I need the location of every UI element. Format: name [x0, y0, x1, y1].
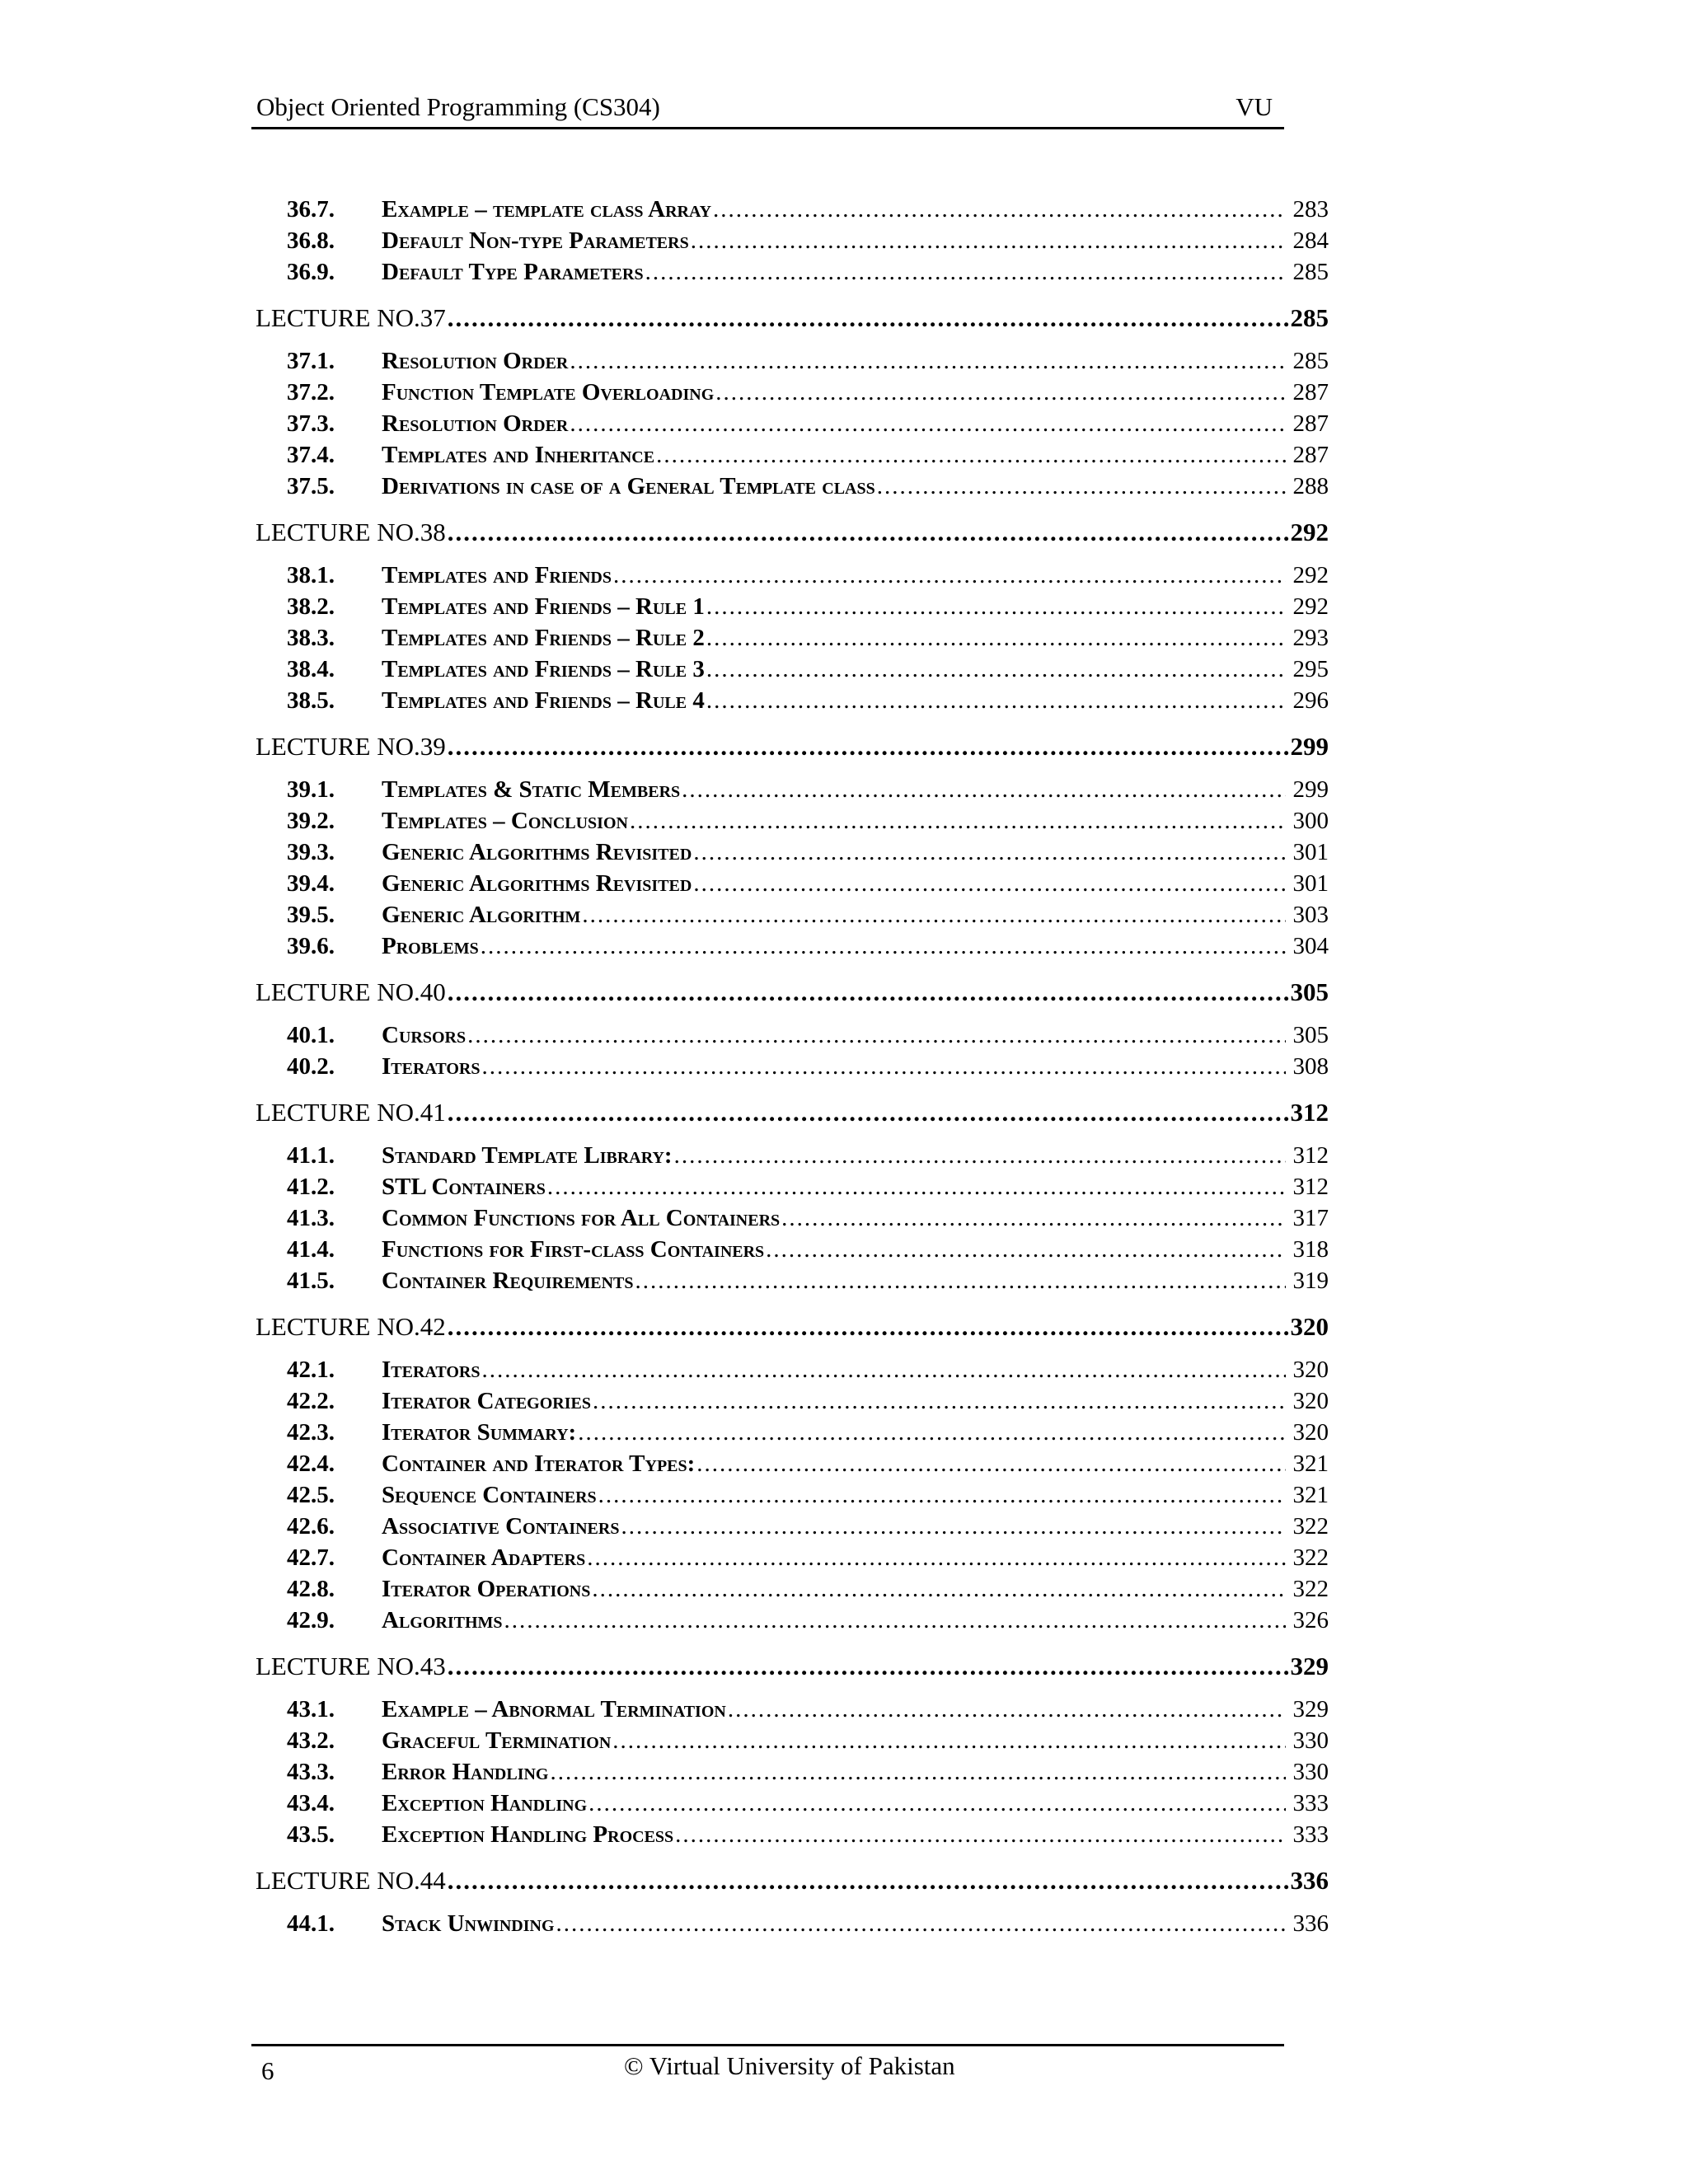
dot-leader	[621, 1513, 1286, 1540]
dot-leader	[645, 259, 1286, 286]
dot-leader	[682, 776, 1286, 804]
section-title: Generic Algorithm	[382, 902, 581, 928]
page-ref: 295	[1292, 656, 1329, 682]
dot-leader	[706, 593, 1286, 621]
dot-leader	[877, 473, 1286, 500]
course-title: Object Oriented Programming (CS304)	[256, 92, 660, 121]
page-ref: 322	[1292, 1576, 1329, 1602]
lecture-title: LECTURE NO.39	[256, 732, 446, 761]
lecture-title: LECTURE NO.44	[256, 1866, 446, 1895]
toc-section-entry[interactable]	[256, 1053, 1329, 1085]
page-number: 6	[261, 2056, 274, 2085]
dot-leader	[635, 1268, 1286, 1295]
dot-leader	[693, 839, 1286, 866]
section-title: Resolution Order	[382, 348, 569, 374]
section-title: Iterator Categories	[382, 1388, 591, 1414]
toc-section-entry[interactable]	[256, 562, 1329, 593]
page-ref: 322	[1292, 1544, 1329, 1571]
dot-leader	[693, 870, 1286, 898]
section-title: Graceful Termination	[382, 1727, 612, 1754]
page-ref: 319	[1292, 1268, 1329, 1294]
toc-section-entry[interactable]	[256, 1388, 1329, 1419]
toc-section-entry[interactable]	[256, 1727, 1329, 1759]
toc-section-entry[interactable]	[256, 1759, 1329, 1790]
section-number: 39.6.	[287, 933, 335, 959]
dot-leader	[448, 977, 1289, 1007]
header-vu: VU	[1236, 92, 1273, 121]
section-number: 37.5.	[287, 473, 335, 499]
section-number: 42.5.	[287, 1482, 335, 1508]
toc-section-entry[interactable]	[256, 1576, 1329, 1607]
section-title: Functions for First-class Containers	[382, 1236, 765, 1263]
section-title: Generic Algorithms Revisited	[382, 870, 692, 897]
section-title: Templates and Friends – Rule 3	[382, 656, 705, 682]
dot-leader	[588, 1790, 1286, 1817]
page-ref: 284	[1292, 227, 1329, 254]
dot-leader	[448, 518, 1289, 547]
section-number: 36.7.	[287, 196, 335, 223]
section-number: 42.6.	[287, 1513, 335, 1540]
dot-leader	[592, 1576, 1286, 1603]
page-ref: 299	[1292, 776, 1329, 803]
toc-section-entry[interactable]	[256, 1022, 1329, 1053]
toc-section-entry[interactable]	[256, 1205, 1329, 1236]
section-number: 42.8.	[287, 1576, 335, 1602]
dot-leader	[587, 1544, 1286, 1572]
page-ref: 285	[1292, 348, 1329, 374]
page-ref: 292	[1292, 562, 1329, 588]
page-ref: 321	[1292, 1451, 1329, 1477]
dot-leader	[675, 1821, 1286, 1849]
page-ref: 312	[1292, 1174, 1329, 1200]
section-number: 43.4.	[287, 1790, 335, 1816]
page-ref: 320	[1290, 1312, 1329, 1341]
toc-section-entry[interactable]	[256, 410, 1329, 442]
page-ref: 299	[1290, 732, 1329, 761]
dot-leader	[691, 227, 1286, 255]
toc-section-entry[interactable]	[256, 1268, 1329, 1299]
section-number: 36.9.	[287, 259, 335, 285]
page-ref: 287	[1292, 442, 1329, 468]
section-title: Standard Template Library:	[382, 1142, 673, 1169]
page-ref: 285	[1292, 259, 1329, 285]
toc-section-entry[interactable]	[256, 1696, 1329, 1727]
page-ref: 293	[1292, 625, 1329, 651]
toc-lecture-entry[interactable]	[256, 977, 1329, 1009]
section-title: Cursors	[382, 1022, 467, 1048]
dot-leader	[656, 442, 1286, 469]
section-title: Templates and Friends – Rule 2	[382, 625, 705, 651]
toc-section-entry[interactable]	[256, 348, 1329, 379]
dot-leader	[612, 1727, 1286, 1755]
toc-section-entry[interactable]	[256, 593, 1329, 625]
section-title: Templates and Inheritance	[382, 442, 655, 468]
section-title: Iterator Operations	[382, 1576, 591, 1602]
toc-section-entry[interactable]	[256, 839, 1329, 870]
dot-leader	[674, 1142, 1286, 1169]
toc-section-entry[interactable]	[256, 776, 1329, 808]
section-number: 38.2.	[287, 593, 335, 620]
section-number: 40.1.	[287, 1022, 335, 1048]
toc-lecture-entry[interactable]	[256, 1098, 1329, 1129]
lecture-title: LECTURE NO.41	[256, 1098, 446, 1127]
section-title: Container Requirements	[382, 1268, 634, 1294]
section-number: 44.1.	[287, 1910, 335, 1937]
page-ref: 317	[1292, 1205, 1329, 1231]
toc-section-entry[interactable]	[256, 1513, 1329, 1544]
section-number: 39.2.	[287, 808, 335, 834]
dot-leader	[613, 562, 1286, 589]
section-title: Iterators	[382, 1053, 481, 1080]
section-title: Function Template Overloading	[382, 379, 715, 405]
section-number: 37.3.	[287, 410, 335, 437]
toc-section-entry[interactable]	[256, 1142, 1329, 1174]
lecture-title: LECTURE NO.42	[256, 1312, 446, 1341]
dot-leader	[448, 1866, 1289, 1896]
section-number: 39.3.	[287, 839, 335, 865]
toc-section-entry[interactable]	[256, 1451, 1329, 1482]
dot-leader	[766, 1236, 1286, 1263]
lecture-title: LECTURE NO.38	[256, 518, 446, 546]
toc-lecture-entry[interactable]	[256, 1652, 1329, 1683]
section-title: Sequence Containers	[382, 1482, 597, 1508]
section-number: 39.4.	[287, 870, 335, 897]
dot-leader	[715, 379, 1286, 406]
section-title: Iterator Summary:	[382, 1419, 577, 1446]
toc-section-entry[interactable]	[256, 625, 1329, 656]
lecture-title: LECTURE NO.37	[256, 303, 446, 332]
page-ref: 304	[1292, 933, 1329, 959]
page-ref: 305	[1292, 1022, 1329, 1048]
section-number: 42.7.	[287, 1544, 335, 1571]
section-title: Templates – Conclusion	[382, 808, 628, 834]
toc-section-entry[interactable]	[256, 1910, 1329, 1942]
page-ref: 326	[1292, 1607, 1329, 1633]
dot-leader	[706, 656, 1286, 683]
page-ref: 288	[1292, 473, 1329, 499]
dot-leader	[481, 1053, 1286, 1080]
dot-leader	[706, 687, 1286, 715]
toc-section-entry[interactable]	[256, 1419, 1329, 1451]
page-ref: 330	[1292, 1759, 1329, 1785]
toc-section-entry[interactable]	[256, 1357, 1329, 1388]
section-number: 43.2.	[287, 1727, 335, 1754]
page-ref: 292	[1290, 518, 1329, 546]
dot-leader	[481, 1357, 1286, 1384]
toc-section-entry[interactable]	[256, 196, 1329, 227]
section-title: Templates and Friends – Rule 1	[382, 593, 705, 620]
toc-section-entry[interactable]	[256, 1174, 1329, 1205]
dot-leader	[551, 1759, 1287, 1786]
toc-section-entry[interactable]	[256, 933, 1329, 964]
section-title: Generic Algorithms Revisited	[382, 839, 692, 865]
page-ref: 287	[1292, 410, 1329, 437]
section-number: 38.3.	[287, 625, 335, 651]
dot-leader	[448, 303, 1289, 333]
dot-leader	[713, 196, 1286, 223]
page-ref: 329	[1292, 1696, 1329, 1722]
page-ref: 329	[1290, 1652, 1329, 1680]
page-ref: 320	[1292, 1419, 1329, 1446]
dot-leader	[556, 1910, 1286, 1938]
section-number: 39.5.	[287, 902, 335, 928]
section-number: 38.1.	[287, 562, 335, 588]
lecture-title: LECTURE NO.43	[256, 1652, 446, 1680]
section-title: Problems	[382, 933, 479, 959]
page-ref: 300	[1292, 808, 1329, 834]
toc-section-entry[interactable]	[256, 1544, 1329, 1576]
toc-section-entry[interactable]	[256, 1607, 1329, 1638]
section-number: 37.4.	[287, 442, 335, 468]
toc-section-entry[interactable]	[256, 1482, 1329, 1513]
copyright-notice: © Virtual University of Pakistan	[624, 2051, 955, 2080]
section-number: 42.1.	[287, 1357, 335, 1383]
section-number: 42.9.	[287, 1607, 335, 1633]
page-ref: 301	[1292, 839, 1329, 865]
section-title: Container and Iterator Types:	[382, 1451, 696, 1477]
section-title: Resolution Order	[382, 410, 569, 437]
toc-lecture-entry[interactable]	[256, 1312, 1329, 1343]
page-ref: 308	[1292, 1053, 1329, 1080]
page-ref: 320	[1292, 1357, 1329, 1383]
section-title: Templates and Friends – Rule 4	[382, 687, 705, 714]
dot-leader	[448, 1098, 1289, 1127]
dot-leader	[696, 1451, 1286, 1478]
section-number: 42.3.	[287, 1419, 335, 1446]
section-number: 42.2.	[287, 1388, 335, 1414]
section-title: Common Functions for All Containers	[382, 1205, 781, 1231]
section-title: Exception Handling Process	[382, 1821, 674, 1848]
section-title: Exception Handling	[382, 1790, 588, 1816]
dot-leader	[547, 1174, 1286, 1201]
page-ref: 292	[1292, 593, 1329, 620]
toc-section-entry[interactable]	[256, 227, 1329, 259]
section-title: Algorithms	[382, 1607, 503, 1633]
section-number: 41.1.	[287, 1142, 335, 1169]
lecture-title: LECTURE NO.40	[256, 977, 446, 1006]
section-title: Example – template class Array	[382, 196, 712, 223]
page-ref: 301	[1292, 870, 1329, 897]
page-ref: 303	[1292, 902, 1329, 928]
page-ref: 312	[1292, 1142, 1329, 1169]
page-ref: 318	[1292, 1236, 1329, 1263]
page-footer	[251, 2044, 1284, 2088]
section-title: Container Adapters	[382, 1544, 586, 1571]
section-number: 40.2.	[287, 1053, 335, 1080]
section-title: STL Containers	[382, 1174, 546, 1200]
dot-leader	[448, 732, 1289, 762]
page-ref: 287	[1292, 379, 1329, 405]
toc-section-entry[interactable]	[256, 656, 1329, 687]
toc-lecture-entry[interactable]	[256, 518, 1329, 549]
dot-leader	[570, 348, 1286, 375]
page-ref: 283	[1292, 196, 1329, 223]
page-ref: 330	[1292, 1727, 1329, 1754]
toc-section-entry[interactable]	[256, 1236, 1329, 1268]
toc-section-entry[interactable]	[256, 379, 1329, 410]
dot-leader	[728, 1696, 1286, 1723]
dot-leader	[570, 410, 1286, 438]
section-number: 43.3.	[287, 1759, 335, 1785]
dot-leader	[582, 902, 1286, 929]
section-number: 38.5.	[287, 687, 335, 714]
toc-lecture-entry[interactable]	[256, 303, 1329, 335]
section-title: Associative Containers	[382, 1513, 620, 1540]
toc-section-entry[interactable]	[256, 902, 1329, 933]
page-ref: 312	[1290, 1098, 1329, 1127]
section-number: 37.2.	[287, 379, 335, 405]
dot-leader	[578, 1419, 1286, 1446]
section-title: Stack Unwinding	[382, 1910, 555, 1937]
dot-leader	[706, 625, 1286, 652]
toc-lecture-entry[interactable]	[256, 1866, 1329, 1897]
page-ref: 333	[1292, 1790, 1329, 1816]
section-number: 43.1.	[287, 1696, 335, 1722]
table-of-contents	[256, 196, 1329, 1942]
dot-leader	[781, 1205, 1286, 1232]
section-number: 41.5.	[287, 1268, 335, 1294]
dot-leader	[598, 1482, 1286, 1509]
section-number: 41.3.	[287, 1205, 335, 1231]
toc-section-entry[interactable]	[256, 1790, 1329, 1821]
section-number: 41.2.	[287, 1174, 335, 1200]
section-number: 39.1.	[287, 776, 335, 803]
dot-leader	[630, 808, 1286, 835]
toc-section-entry[interactable]	[256, 870, 1329, 902]
toc-section-entry[interactable]	[256, 1821, 1329, 1853]
section-number: 42.4.	[287, 1451, 335, 1477]
dot-leader	[504, 1607, 1286, 1634]
page-header	[251, 89, 1284, 129]
section-title: Iterators	[382, 1357, 481, 1383]
dot-leader	[448, 1312, 1289, 1342]
section-title: Default Non-type Parameters	[382, 227, 689, 254]
dot-leader	[481, 933, 1286, 960]
dot-leader	[467, 1022, 1286, 1049]
dot-leader	[448, 1652, 1289, 1681]
page-ref: 336	[1292, 1910, 1329, 1937]
toc-section-entry[interactable]	[256, 259, 1329, 290]
section-title: Templates and Friends	[382, 562, 612, 588]
page-ref: 333	[1292, 1821, 1329, 1848]
toc-section-entry[interactable]	[256, 442, 1329, 473]
page-ref: 296	[1292, 687, 1329, 714]
toc-lecture-entry[interactable]	[256, 732, 1329, 763]
section-title: Derivations in case of a General Template class	[382, 473, 875, 499]
section-number: 43.5.	[287, 1821, 335, 1848]
page-ref: 285	[1290, 303, 1329, 332]
section-number: 37.1.	[287, 348, 335, 374]
section-number: 38.4.	[287, 656, 335, 682]
section-title: Example – Abnormal Termination	[382, 1696, 726, 1722]
page-ref: 322	[1292, 1513, 1329, 1540]
page-ref: 305	[1290, 977, 1329, 1006]
section-number: 41.4.	[287, 1236, 335, 1263]
section-title: Templates & Static Members	[382, 776, 681, 803]
page-ref: 321	[1292, 1482, 1329, 1508]
section-title: Default Type Parameters	[382, 259, 644, 285]
dot-leader	[593, 1388, 1286, 1415]
section-title: Error Handling	[382, 1759, 549, 1785]
page-ref: 320	[1292, 1388, 1329, 1414]
toc-section-entry[interactable]	[256, 808, 1329, 839]
toc-section-entry[interactable]	[256, 687, 1329, 719]
section-number: 36.8.	[287, 227, 335, 254]
page-ref: 336	[1290, 1866, 1329, 1895]
toc-section-entry[interactable]	[256, 473, 1329, 504]
